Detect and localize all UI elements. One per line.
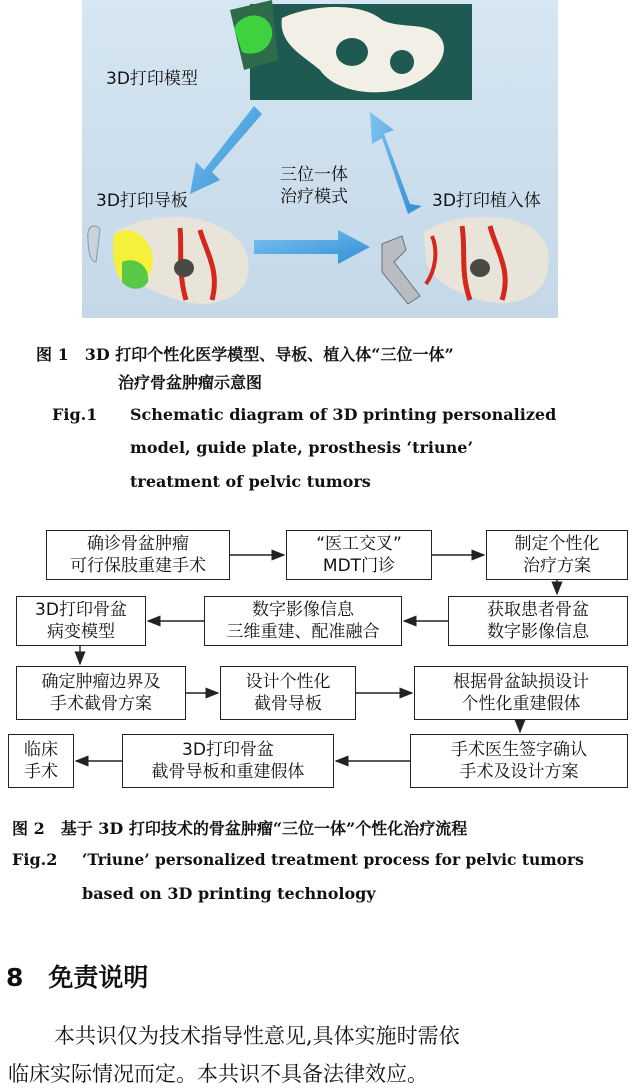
fig1-caption-en-prefix: Fig.1 — [52, 405, 98, 424]
flow-box-diagnose: 确诊骨盆肿瘤 可行保肢重建手术 — [46, 530, 230, 580]
fig2-caption-cn: 图 2 基于 3D 打印技术的骨盆肿瘤“三位一体”个性化治疗流程 — [12, 819, 468, 838]
fig2-caption-en-prefix: Fig.2 — [12, 850, 58, 869]
label-triune-2: 治疗模式 — [280, 187, 348, 207]
fig2-caption-en-line2: based on 3D printing technology — [82, 884, 376, 903]
label-3d-guide: 3D打印导板 — [96, 191, 188, 211]
flow-box-sign-confirm: 手术医生签字确认 手术及设计方案 — [410, 734, 628, 788]
flow-box-boundary: 确定肿瘤边界及 手术截骨方案 — [16, 666, 186, 720]
flow-box-3d-model: 3D打印骨盆 病变模型 — [16, 596, 146, 646]
flow-box-plan: 制定个性化 治疗方案 — [486, 530, 628, 580]
label-triune-1: 三位一体 — [280, 165, 348, 185]
flow-box-imaging: 获取患者骨盆 数字影像信息 — [448, 596, 628, 646]
figure-1-image — [82, 0, 558, 318]
fig1-caption-cn-line2: 治疗骨盆肿瘤示意图 — [118, 373, 263, 392]
flow-box-reconstruct: 数字影像信息 三维重建、配准融合 — [204, 596, 402, 646]
paragraph-line-1: 本共识仅为技术指导性意见,具体实施时需依 — [54, 1024, 460, 1048]
pelvis-model-photo — [230, 0, 472, 100]
label-3d-implant: 3D打印植入体 — [432, 191, 541, 211]
flow-box-mdt: “医工交叉” MDT门诊 — [286, 530, 432, 580]
flow-box-3d-print: 3D打印骨盆 截骨导板和重建假体 — [122, 734, 334, 788]
section-title: 8 免责说明 — [6, 963, 149, 992]
flow-box-guide-design: 设计个性化 截骨导板 — [220, 666, 356, 720]
fig1-caption-en-line2: model, guide plate, prosthesis ‘triune’ — [130, 438, 474, 457]
label-3d-model: 3D打印模型 — [106, 69, 198, 89]
paragraph-line-2: 临床实际情况而定。本共识不具备法律效应。 — [8, 1062, 428, 1086]
fig1-caption-en-line3: treatment of pelvic tumors — [130, 472, 371, 491]
fig1-caption-en-line1: Schematic diagram of 3D printing personalized — [130, 405, 557, 424]
flow-box-surgery: 临床 手术 — [8, 734, 74, 788]
fig2-caption-en-line1: ‘Triune’ personalized treatment process for pelvic tumors — [82, 850, 584, 869]
flow-box-prosthesis-design: 根据骨盆缺损设计 个性化重建假体 — [414, 666, 628, 720]
fig1-caption-cn-line1: 图 1 3D 打印个性化医学模型、导板、植入体“三位一体” — [36, 345, 454, 364]
